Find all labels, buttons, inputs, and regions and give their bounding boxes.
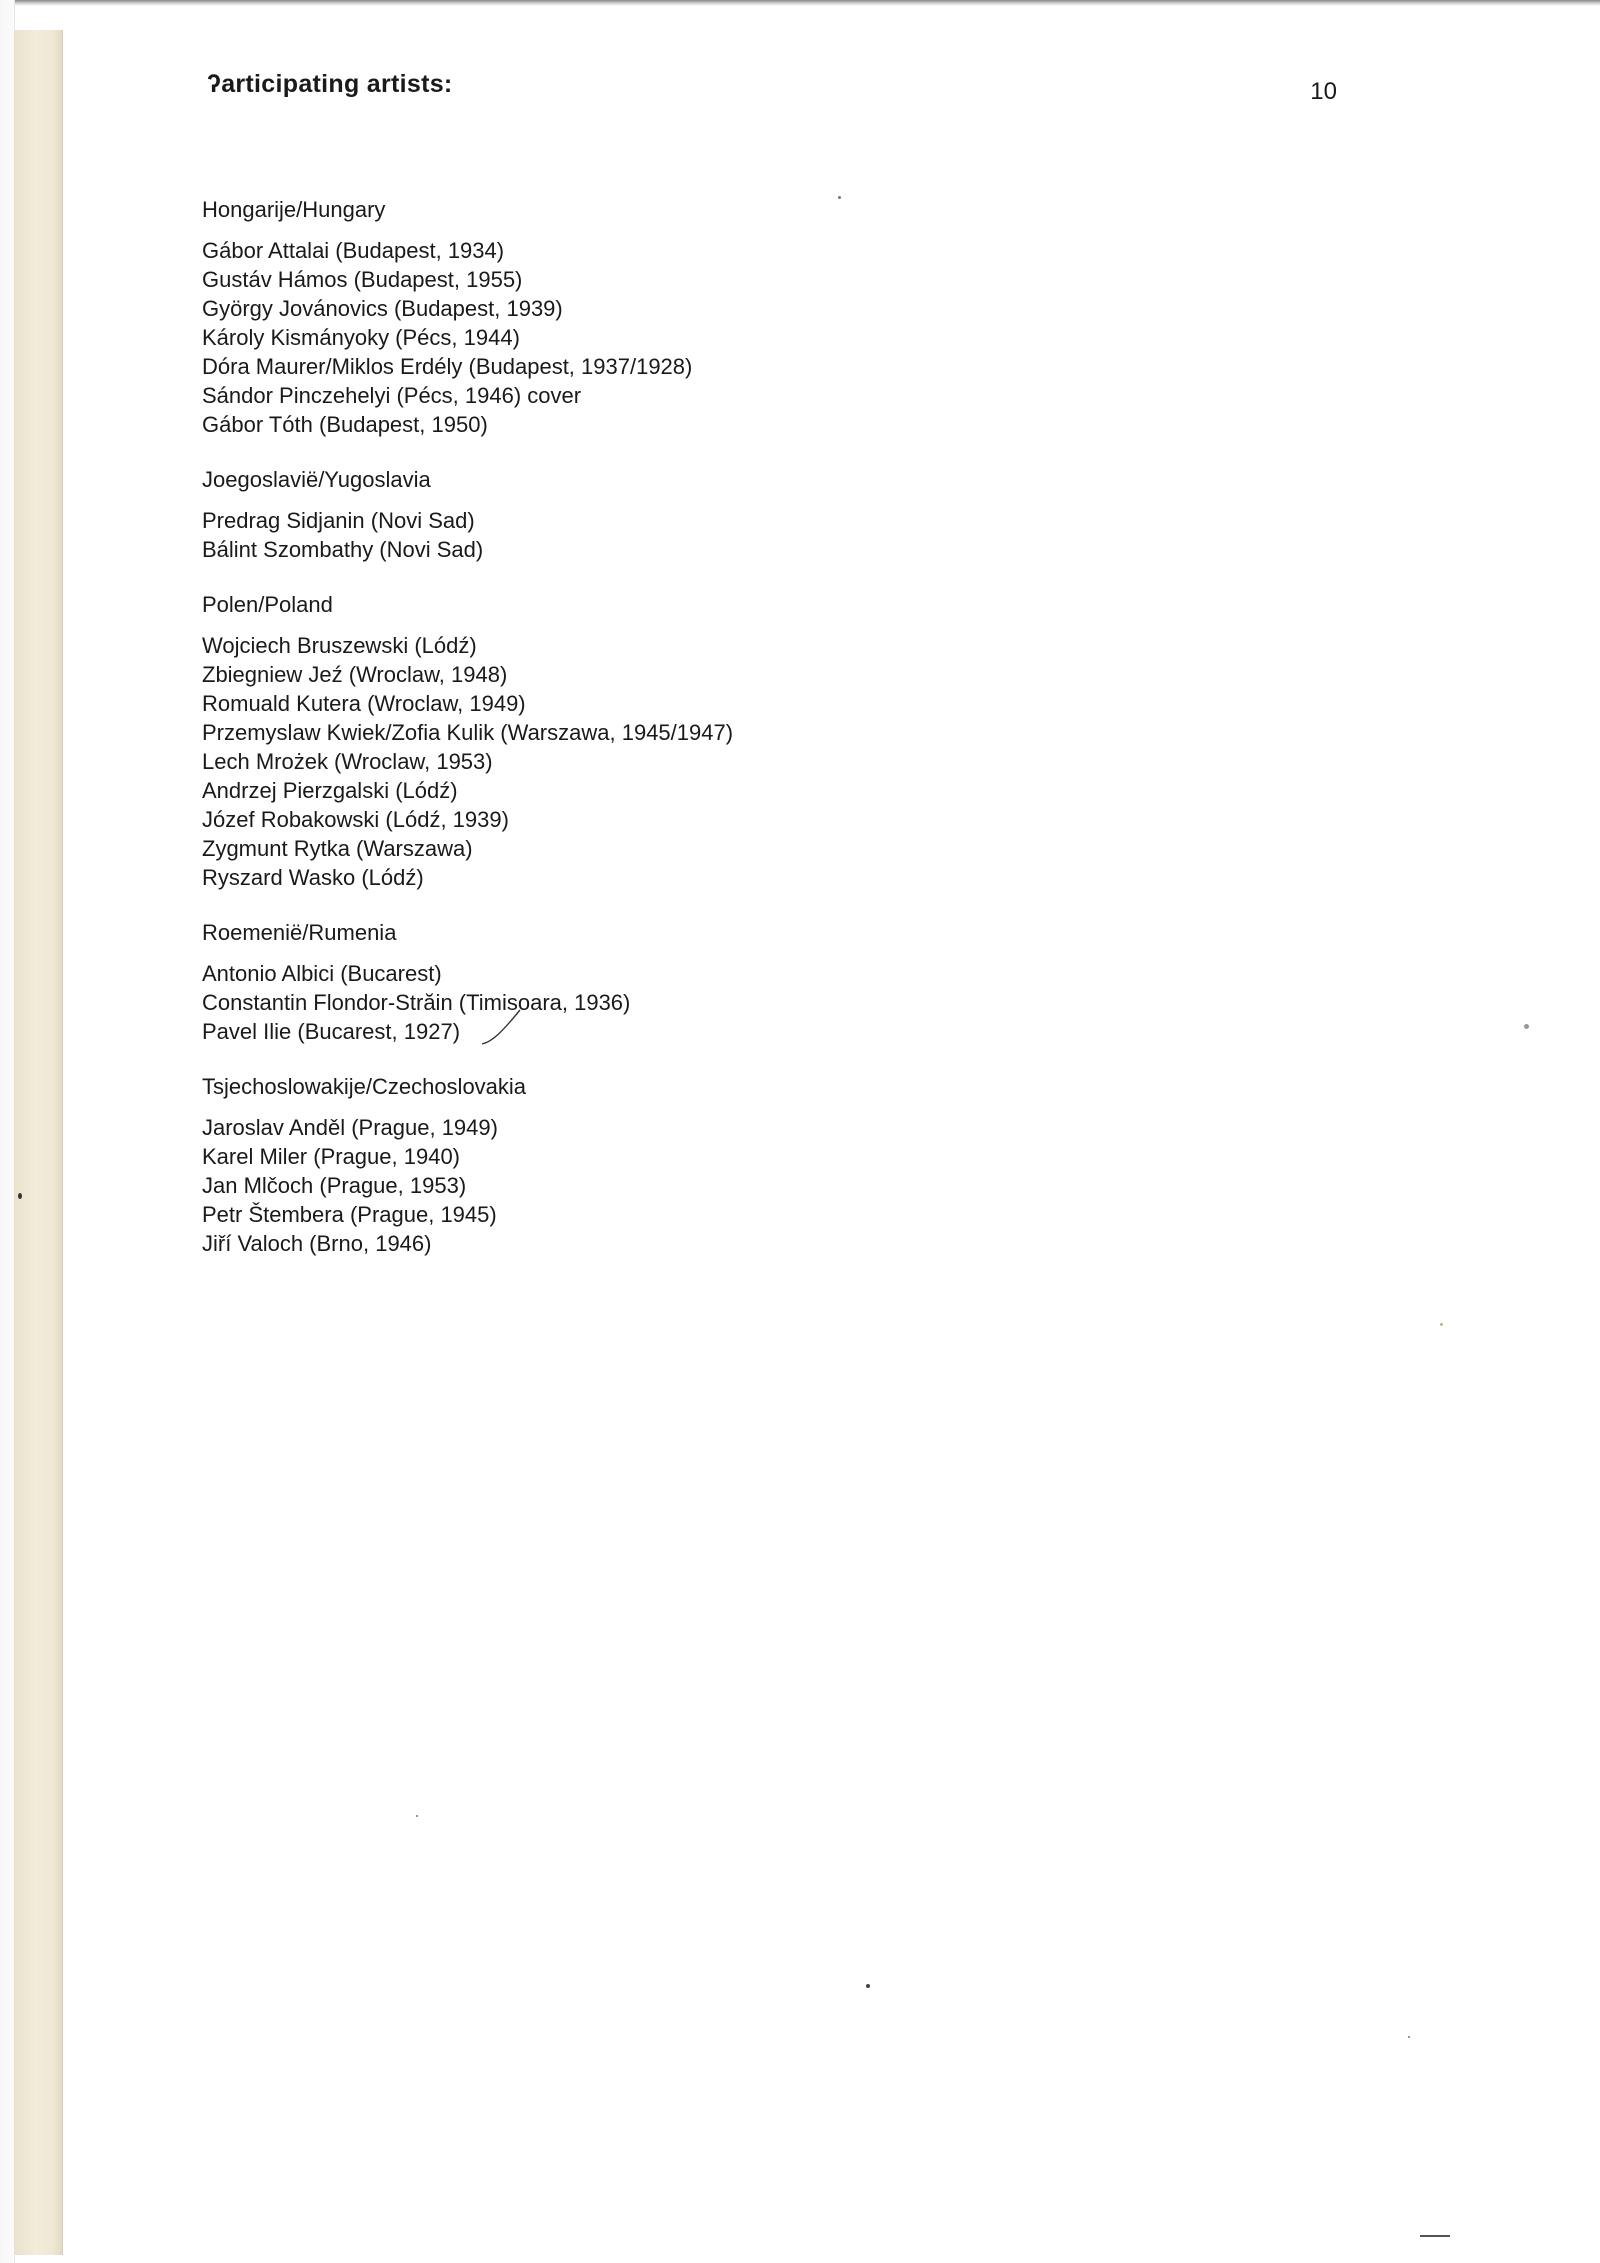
paper-speck [416, 1815, 418, 1817]
artist-entry: Jaroslav Anděl (Prague, 1949) [202, 1115, 498, 1140]
page-title: ʔarticipating artists: [207, 70, 453, 98]
page-number: 10 [1310, 78, 1337, 105]
paper-speck [1420, 2235, 1450, 2237]
country-heading: Tsjechoslowakije/Czechoslovakia [202, 1074, 527, 1099]
artist-list [202, 236, 1102, 439]
artist-list [202, 631, 1102, 892]
artist-entry: Gábor Tóth (Budapest, 1950) [202, 412, 488, 437]
artist-entry: Lech Mrożek (Wroclaw, 1953) [202, 749, 493, 774]
artist-entry: Bálint Szombathy (Novi Sad) [202, 537, 484, 562]
artist-entry: György Jovánovics (Budapest, 1939) [202, 296, 563, 321]
page-top-edge [0, 0, 1600, 6]
artist-entry: Petr Štembera (Prague, 1945) [202, 1202, 497, 1227]
artist-entry: Andrzej Pierzgalski (Lódź) [202, 778, 458, 803]
paper-speck [18, 1193, 22, 1199]
artist-entry: Przemyslaw Kwiek/Zofia Kulik (Warszawa, 1945/1947) [202, 720, 734, 745]
artist-list [202, 959, 1102, 1046]
artist-entry: Predrag Sidjanin (Novi Sad) [202, 508, 475, 533]
artist-entry: Jiří Valoch (Brno, 1946) [202, 1231, 432, 1256]
artist-entry: Józef Robakowski (Lódź, 1939) [202, 807, 509, 832]
artist-entry: Gustáv Hámos (Budapest, 1955) [202, 267, 523, 292]
artist-entry: Jan Mlčoch (Prague, 1953) [202, 1173, 467, 1198]
artist-entry: Dóra Maurer/Miklos Erdély (Budapest, 1937/1928) [202, 354, 693, 379]
artist-entry: Ryszard Wasko (Lódź) [202, 865, 424, 890]
artist-entry: Zbiegniew Jeź (Wroclaw, 1948) [202, 662, 508, 687]
artist-entry: Gábor Attalai (Budapest, 1934) [202, 238, 505, 263]
paper-speck [1408, 2036, 1410, 2038]
country-section [202, 1073, 1102, 1258]
artist-directory [202, 196, 1102, 1285]
pen-stroke-mark [480, 1008, 524, 1048]
artist-list [202, 506, 1102, 564]
paper-speck [1524, 1024, 1529, 1029]
country-heading: Polen/Poland [202, 592, 333, 617]
country-heading: Hongarije/Hungary [202, 197, 386, 222]
artist-entry: Zygmunt Rytka (Warszawa) [202, 836, 473, 861]
artist-entry: Antonio Albici (Bucarest) [202, 961, 442, 986]
artist-entry: Pavel Ilie (Bucarest, 1927) [202, 1019, 461, 1044]
paper-speck [866, 1984, 870, 1988]
artist-entry: Károly Kismányoky (Pécs, 1944) [202, 325, 520, 350]
paper-speck [838, 196, 841, 199]
country-section [202, 466, 1102, 564]
binding-shadow [0, 0, 15, 2263]
country-heading: Roemenië/Rumenia [202, 920, 397, 945]
artist-entry: Sándor Pinczehelyi (Pécs, 1946) cover [202, 383, 582, 408]
paper-speck [1440, 1323, 1443, 1326]
artist-entry: Constantin Flondor-Străin (Timisoara, 1936) [202, 990, 631, 1015]
page-header [207, 70, 1337, 110]
country-section [202, 591, 1102, 892]
binding-strip [14, 30, 63, 2255]
country-section [202, 196, 1102, 439]
country-heading: Joegoslavië/Yugoslavia [202, 467, 431, 492]
artist-list [202, 1113, 1102, 1258]
artist-entry: Karel Miler (Prague, 1940) [202, 1144, 461, 1169]
artist-entry: Wojciech Bruszewski (Lódź) [202, 633, 477, 658]
artist-entry: Romuald Kutera (Wroclaw, 1949) [202, 691, 526, 716]
country-section [202, 919, 1102, 1046]
